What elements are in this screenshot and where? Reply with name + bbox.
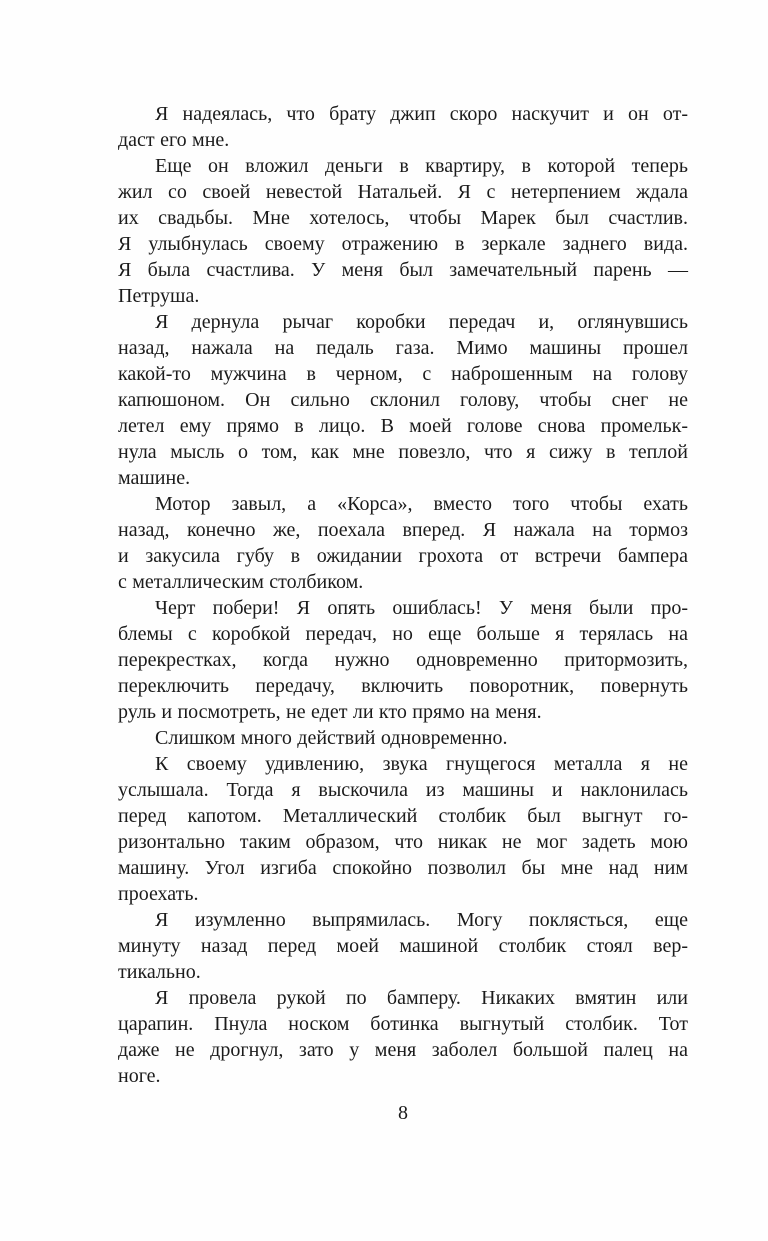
text-line: Я надеялась, что брату джип скоро наскучит и он от- (155, 103, 688, 125)
paragraph (118, 595, 688, 725)
paragraph (118, 491, 688, 595)
text-line: Слишком много действий одновременно. (155, 727, 508, 749)
text-line: даст его мне. (118, 129, 230, 151)
text-line: какой-то мужчина в черном, с наброшенным на голову (118, 363, 688, 385)
text-line: минуту назад перед моей машиной столбик стоял вер- (118, 935, 688, 957)
text-line: Петруша. (118, 285, 200, 307)
paragraph (118, 725, 688, 751)
text-line: капюшоном. Он сильно склонил голову, чтобы снег не (118, 389, 688, 411)
text-line: тикально. (118, 961, 201, 983)
text-line: нула мысль о том, как мне повезло, что я сижу в теплой (118, 441, 688, 463)
page-number: 8 (398, 1102, 408, 1124)
text-line: жил со своей невестой Натальей. Я с нетерпением ждала (118, 181, 688, 203)
text-line: Черт побери! Я опять ошиблась! У меня были про- (155, 597, 688, 619)
text-line: перед капотом. Металлический столбик был выгнут го- (118, 805, 688, 827)
paragraph (118, 907, 688, 985)
paragraph (118, 153, 688, 309)
text-line: машину. Угол изгиба спокойно позволил бы мне над ним (118, 857, 688, 879)
text-line: ноге. (118, 1065, 161, 1087)
text-line: Я дернула рычаг коробки передач и, оглянувшись (155, 311, 688, 333)
page-text-block (118, 101, 688, 1089)
text-line: блемы с коробкой передач, но еще больше я терялась на (118, 623, 688, 645)
text-line: машине. (118, 467, 191, 489)
text-line: Мотор завыл, а «Корса», вместо того чтобы ехать (155, 493, 688, 515)
text-line: проехать. (118, 883, 199, 905)
text-line: Я изумленно выпрямилась. Могу поклясться, еще (155, 909, 688, 931)
paragraph (118, 985, 688, 1089)
text-line: и закусила губу в ожидании грохота от встречи бампера (118, 545, 688, 567)
paragraph (118, 101, 688, 153)
text-line: назад, конечно же, поехала вперед. Я нажала на тормоз (118, 519, 688, 541)
text-line: К своему удивлению, звука гнущегося металла я не (155, 753, 688, 775)
text-line: Я провела рукой по бамперу. Никаких вмятин или (155, 987, 688, 1009)
text-line: Еще он вложил деньги в квартиру, в которой теперь (155, 155, 688, 177)
text-line: с металлическим столбиком. (118, 571, 364, 593)
text-line: руль и посмотреть, не едет ли кто прямо на меня. (118, 701, 542, 723)
text-line: перекрестках, когда нужно одновременно притормозить, (118, 649, 688, 671)
text-line: их свадьбы. Мне хотелось, чтобы Марек был счастлив. (118, 207, 688, 229)
text-line: царапин. Пнула носком ботинка выгнутый столбик. Тот (118, 1013, 688, 1035)
text-line: Я улыбнулась своему отражению в зеркале заднего вида. (118, 233, 688, 255)
paragraph (118, 309, 688, 491)
text-line: переключить передачу, включить поворотник, повернуть (118, 675, 688, 697)
text-line: ризонтально таким образом, что никак не мог задеть мою (118, 831, 688, 853)
paragraph (118, 751, 688, 907)
text-line: услышала. Тогда я выскочила из машины и наклонилась (118, 779, 688, 801)
text-line: назад, нажала на педаль газа. Мимо машины прошел (118, 337, 688, 359)
text-line: даже не дрогнул, зато у меня заболел большой палец на (118, 1039, 688, 1061)
text-line: Я была счастлива. У меня был замечательный парень — (118, 259, 688, 281)
text-line: летел ему прямо в лицо. В моей голове снова промельк- (118, 415, 688, 437)
